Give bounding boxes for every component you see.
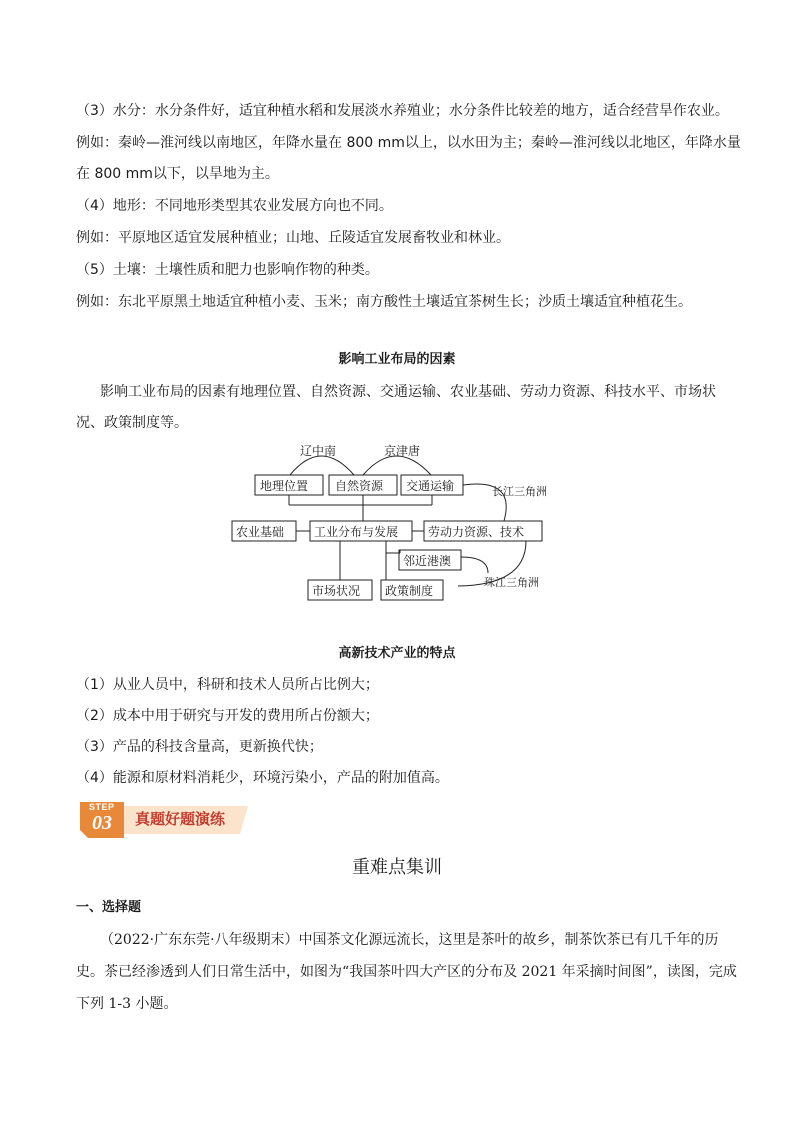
box-policy: 政策制度 — [385, 584, 434, 598]
soil-factor-line: （5）土壤：土壤性质和肥力也影响作物的种类。 — [76, 262, 379, 278]
water-example-line-cont: 在 800 mm以下，以旱地为主。 — [76, 166, 279, 182]
training-title: 重难点集训 — [352, 857, 442, 878]
hightech-item-1: （1）从业人员中，科研和技术人员所占比例大； — [76, 677, 379, 693]
hightech-heading: 高新技术产业的特点 — [338, 646, 456, 661]
box-market: 市场状况 — [312, 584, 361, 598]
hightech-item-2: （2）成本中用于研究与开发的费用所占份额大； — [76, 708, 379, 724]
water-example-line: 例如：秦岭—淮河线以南地区，年降水量在 800 mm以上，以水田为主；秦岭—淮河线以北地区，年降水量 — [76, 135, 741, 151]
box-agriculture: 农业基础 — [236, 525, 285, 539]
box-industry-center: 工业分布与发展 — [314, 525, 399, 539]
question-line3: 下列 1-3 小题。 — [76, 996, 178, 1012]
industry-paragraph-line2: 况、政策制度等。 — [76, 415, 188, 431]
terrain-example-line: 例如：平原地区适宜发展种植业；山地、丘陵适宜发展畜牧业和林业。 — [76, 230, 510, 246]
step-tag: STEP — [89, 802, 115, 812]
step-03-banner — [80, 800, 250, 838]
hightech-item-4: （4）能源和原材料消耗少，环境污染小，产品的附加值高。 — [76, 770, 449, 786]
section-choice-questions: 一、选择题 — [76, 900, 142, 915]
label-changjiang-delta: 长江三角洲 — [492, 485, 547, 498]
industry-factors-diagram — [226, 433, 566, 611]
soil-example-line: 例如：东北平原黑土地适宜种植小麦、玉米；南方酸性土壤适宜茶树生长；沙质土壤适宜种植花生。 — [76, 294, 692, 310]
box-location: 地理位置 — [260, 479, 309, 493]
label-liaozhongnan: 辽中南 — [300, 444, 337, 458]
water-factor-line: （3）水分：水分条件好，适宜种植水稻和发展淡水养殖业；水分条件比较差的地方，适合经营旱作农业。 — [76, 103, 729, 119]
question-line2: 史。茶已经渗透到人们日常生活中，如图为“我国茶叶四大产区的分布及 2021 年采摘时间图”，读图，完成 — [76, 964, 737, 980]
question-line1: （2022·广东东莞·八年级期末）中国茶文化源远流长，这里是茶叶的故乡，制茶饮茶已有几千年的历 — [100, 932, 719, 948]
box-resources: 自然资源 — [335, 479, 384, 493]
box-labor-tech: 劳动力资源、技术 — [428, 525, 525, 539]
box-near-hk-macao: 邻近港澳 — [403, 554, 452, 568]
industry-heading: 影响工业布局的因素 — [338, 352, 456, 367]
label-zhujiang-delta: 珠江三角洲 — [484, 576, 539, 589]
hightech-item-3: （3）产品的科技含量高，更新换代快； — [76, 739, 323, 755]
label-jingjintang: 京津唐 — [384, 444, 421, 458]
step-title: 真题好题演练 — [135, 810, 226, 828]
step-number: 03 — [92, 812, 112, 834]
box-transport: 交通运输 — [406, 479, 455, 493]
terrain-factor-line: （4）地形：不同地形类型其农业发展方向也不同。 — [76, 198, 393, 214]
industry-paragraph-line1: 影响工业布局的因素有地理位置、自然资源、交通运输、农业基础、劳动力资源、科技水平、市场状 — [100, 384, 716, 400]
